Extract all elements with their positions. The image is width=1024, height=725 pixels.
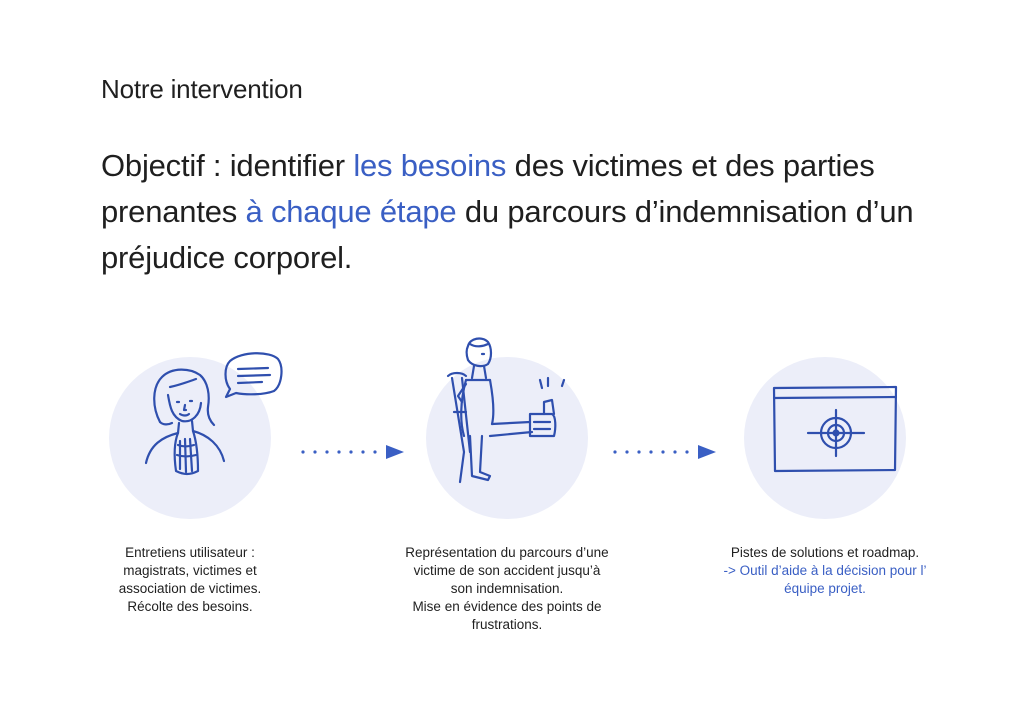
arrow-step2-to-step3 xyxy=(612,444,722,460)
highlight-each-step: à chaque étape xyxy=(245,194,457,229)
arrow-step1-to-step2 xyxy=(300,444,410,460)
caption-highlight-line: équipe projet. xyxy=(784,581,866,596)
target-window-icon xyxy=(764,378,904,488)
objective-statement xyxy=(101,143,941,281)
caption-line: Mise en évidence des points de xyxy=(412,599,602,614)
caption-line: Entretiens utilisateur : xyxy=(125,545,255,560)
caption-highlight-line: -> Outil d’aide à la décision pour l’ xyxy=(723,563,927,578)
injured-person-crutch-icon xyxy=(440,332,590,497)
interview-person-speech-bubble-icon xyxy=(130,345,290,505)
highlight-needs: les besoins xyxy=(353,148,507,183)
objective-text-2: des victimes et des parties prenantes xyxy=(101,148,875,229)
caption-line: son indemnisation. xyxy=(450,581,564,596)
caption-line: frustrations. xyxy=(471,617,543,632)
objective-text-3: du parcours d’indemnisation d’un préjudice corporel. xyxy=(101,194,914,275)
caption-line: Pistes de solutions et roadmap. xyxy=(730,545,920,560)
caption-line: magistrats, victimes et xyxy=(123,563,257,578)
step3-caption xyxy=(705,544,945,598)
caption-line: victime de son accident jusqu’à xyxy=(413,563,601,578)
step2-caption xyxy=(392,544,622,634)
step1-caption xyxy=(90,544,290,616)
caption-line: Récolte des besoins. xyxy=(127,599,253,614)
caption-line: association de victimes. xyxy=(118,581,262,596)
caption-line: Représentation du parcours d’une xyxy=(405,545,609,560)
objective-text-1: Objectif : identifier xyxy=(101,148,354,183)
section-title: Notre intervention xyxy=(101,74,303,104)
